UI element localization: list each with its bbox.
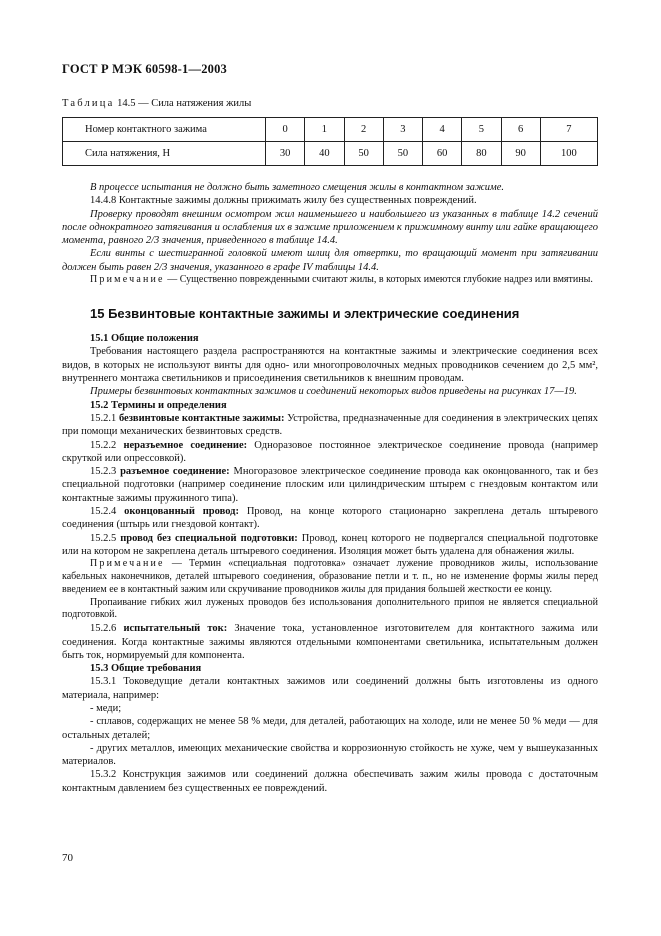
table-cell: 40 [305, 142, 344, 166]
paragraph: 15.3.2 Конструкция зажимов или соединений должна обеспечивать зажим жилы провода с достаточным контактным давлением без существенных ее повреждений. [62, 769, 598, 794]
definition [62, 439, 598, 466]
definition-number: 15.2.4 [90, 506, 125, 518]
note-paragraph: Пропаивание гибких жил луженых проводов без использования дополнительного припоя не является специальной подготовкой. [62, 596, 598, 621]
table-cell: 50 [383, 142, 422, 166]
definition-term: разъемное соединение: [120, 466, 230, 478]
table-cell: Номер контактного зажима [63, 118, 266, 142]
definition [62, 505, 598, 532]
definition-number: 15.2.5 [90, 532, 121, 544]
definition-number: 15.2.6 [90, 623, 124, 635]
note [62, 558, 598, 596]
list-item: - сплавов, содержащих не менее 58 % меди, для деталей, работающих на холоде, или не менее 50 % меди — для остальных деталей; [62, 716, 598, 741]
paragraph: Если винты с шестигранной головкой имеют шлиц для отвертки, то вращающий момент при затягивании должен быть равен 2/3 значения, указанного в графе IV таблицы 14.4. [62, 248, 598, 273]
table-cell: 5 [462, 118, 501, 142]
table-caption [62, 98, 251, 109]
page-number: 70 [62, 852, 73, 864]
definition-number: 15.2.3 [90, 466, 121, 478]
table-cell: 100 [540, 142, 597, 166]
tension-table [62, 117, 598, 166]
paragraph: Проверку проводят внешним осмотром жил наименьшего и наибольшего из указанных в таблице 14.2 сечений после однократного затягивания и ослабления их в зажиме приложением к прижимному винту или гайке вращающего момента, равного 2/3 значения, приведенного в таблице 14.4. [62, 208, 598, 247]
subsection-title: 15.3 Общие требования [90, 663, 202, 675]
paragraph: Примеры безвинтовых контактных зажимов и соединений некоторых видов приведены на рисунках 17—19. [90, 386, 577, 398]
table-cell: 30 [266, 142, 305, 166]
paragraph: 14.4.8 Контактные зажимы должны прижимать жилу без существенных повреждений. [90, 195, 477, 207]
definition-text: Провод, на конце которого стационарно закреплена деталь штыревого соединения (штырь или гнездовой контакт). [62, 506, 598, 531]
definition-term: провод без специальной подготовки: [120, 532, 298, 544]
document-body [62, 181, 598, 795]
table-cell: 1 [305, 118, 344, 142]
table-cell: 60 [423, 142, 462, 166]
subsection-title: 15.1 Общие положения [90, 333, 199, 345]
note [62, 274, 598, 287]
table-cell: 7 [540, 118, 597, 142]
paragraph: В процессе испытания не должно быть заметного смещения жилы в контактном зажиме. [90, 182, 505, 193]
table-caption-text: 14.5 — Сила натяжения жилы [117, 98, 252, 109]
table-row [63, 142, 598, 166]
note-text: — Существенно поврежденными считают жилы, в которых имеются глубокие надрез или вмятины. [164, 274, 593, 286]
definition-number: 15.2.1 [90, 412, 119, 424]
table-cell: 2 [344, 118, 383, 142]
definition-term: неразъемное соединение: [123, 439, 248, 451]
note-label: Примечание [90, 558, 165, 570]
definition-text: Значение тока, установленное изготовителем для контактного зажима или соединения. Когда контактные зажимы являются отдельными компонентами светильника, испытательным должен быть ток, нормируемый для компонента. [62, 623, 599, 661]
table-row [63, 118, 598, 142]
note-text: — Термин «специальная подготовка» означает лужение проводников жилы, использование кабельных наконечников, деталей штыревого соединения, образование петли и т. п., но не изменение формы жилы перед введением ее в контактный зажим или скручивание проводников жилы для придания большей жесткости ее концу. [62, 558, 598, 595]
definition-term: оконцованный провод: [124, 506, 239, 518]
table-cell: 0 [266, 118, 305, 142]
paragraph: Требования настоящего раздела распространяются на контактные зажимы и электрические соединения всех видов, в которых не используют винты для одно- или многопроволочных медных проводников сечением до 2,5 мм², внутреннего монтажа светильников и присоединения светильников к внешним проводам. [62, 346, 598, 385]
table-cell: 50 [344, 142, 383, 166]
definition [62, 532, 598, 559]
subsection-title: 15.2 Термины и определения [90, 399, 227, 411]
definition-term: безвинтовые контактные зажимы: [118, 412, 285, 424]
table-cell: 80 [462, 142, 501, 166]
section-title: 15 Безвинтовые контактные зажимы и электрические соединения [90, 305, 520, 321]
table-cell: 3 [383, 118, 422, 142]
definition-number: 15.2.2 [90, 439, 124, 451]
definition [62, 465, 598, 505]
table-cell: Сила натяжения, Н [63, 142, 266, 166]
definition-text: Устройства, предназначенные для соединения в электрических цепях при помощи механических безвинтовых средств. [62, 412, 598, 438]
definition-text: Одноразовое постоянное электрическое соединение провода (например скруткой или опрессовкой). [62, 439, 599, 464]
paragraph: 15.3.1 Токоведущие детали контактных зажимов или соединений должны быть изготовлены из одного материала, например: [62, 676, 598, 701]
list-item: - других металлов, имеющих механические свойства и коррозионную стойкость не хуже, чем у вышеуказанных материалов. [62, 742, 598, 768]
definition-text: Многоразовое электрическое соединение провода как оконцованного, так и без специальной подготовки (например соединение плоским или цилиндрическим штырем с гнездовым контактом или контактные зажимы пружинного типа). [62, 466, 599, 504]
table-cell: 6 [501, 118, 540, 142]
definition-term: испытательный ток: [123, 623, 228, 635]
table-caption-prefix: Таблица [62, 98, 115, 109]
note-label: Примечание [90, 274, 165, 286]
definition [62, 412, 598, 439]
document-header: ГОСТ Р МЭК 60598-1—2003 [62, 62, 227, 76]
list-item: - меди; [90, 702, 122, 714]
definition [62, 622, 598, 662]
table-cell: 4 [423, 118, 462, 142]
definition-text: Провод, конец которого не подвергался специальной подготовке или на котором не закреплена деталь штыревого соединения. Изоляция может быть удалена для обнажения жилы. [62, 532, 598, 557]
table-cell: 90 [501, 142, 540, 166]
